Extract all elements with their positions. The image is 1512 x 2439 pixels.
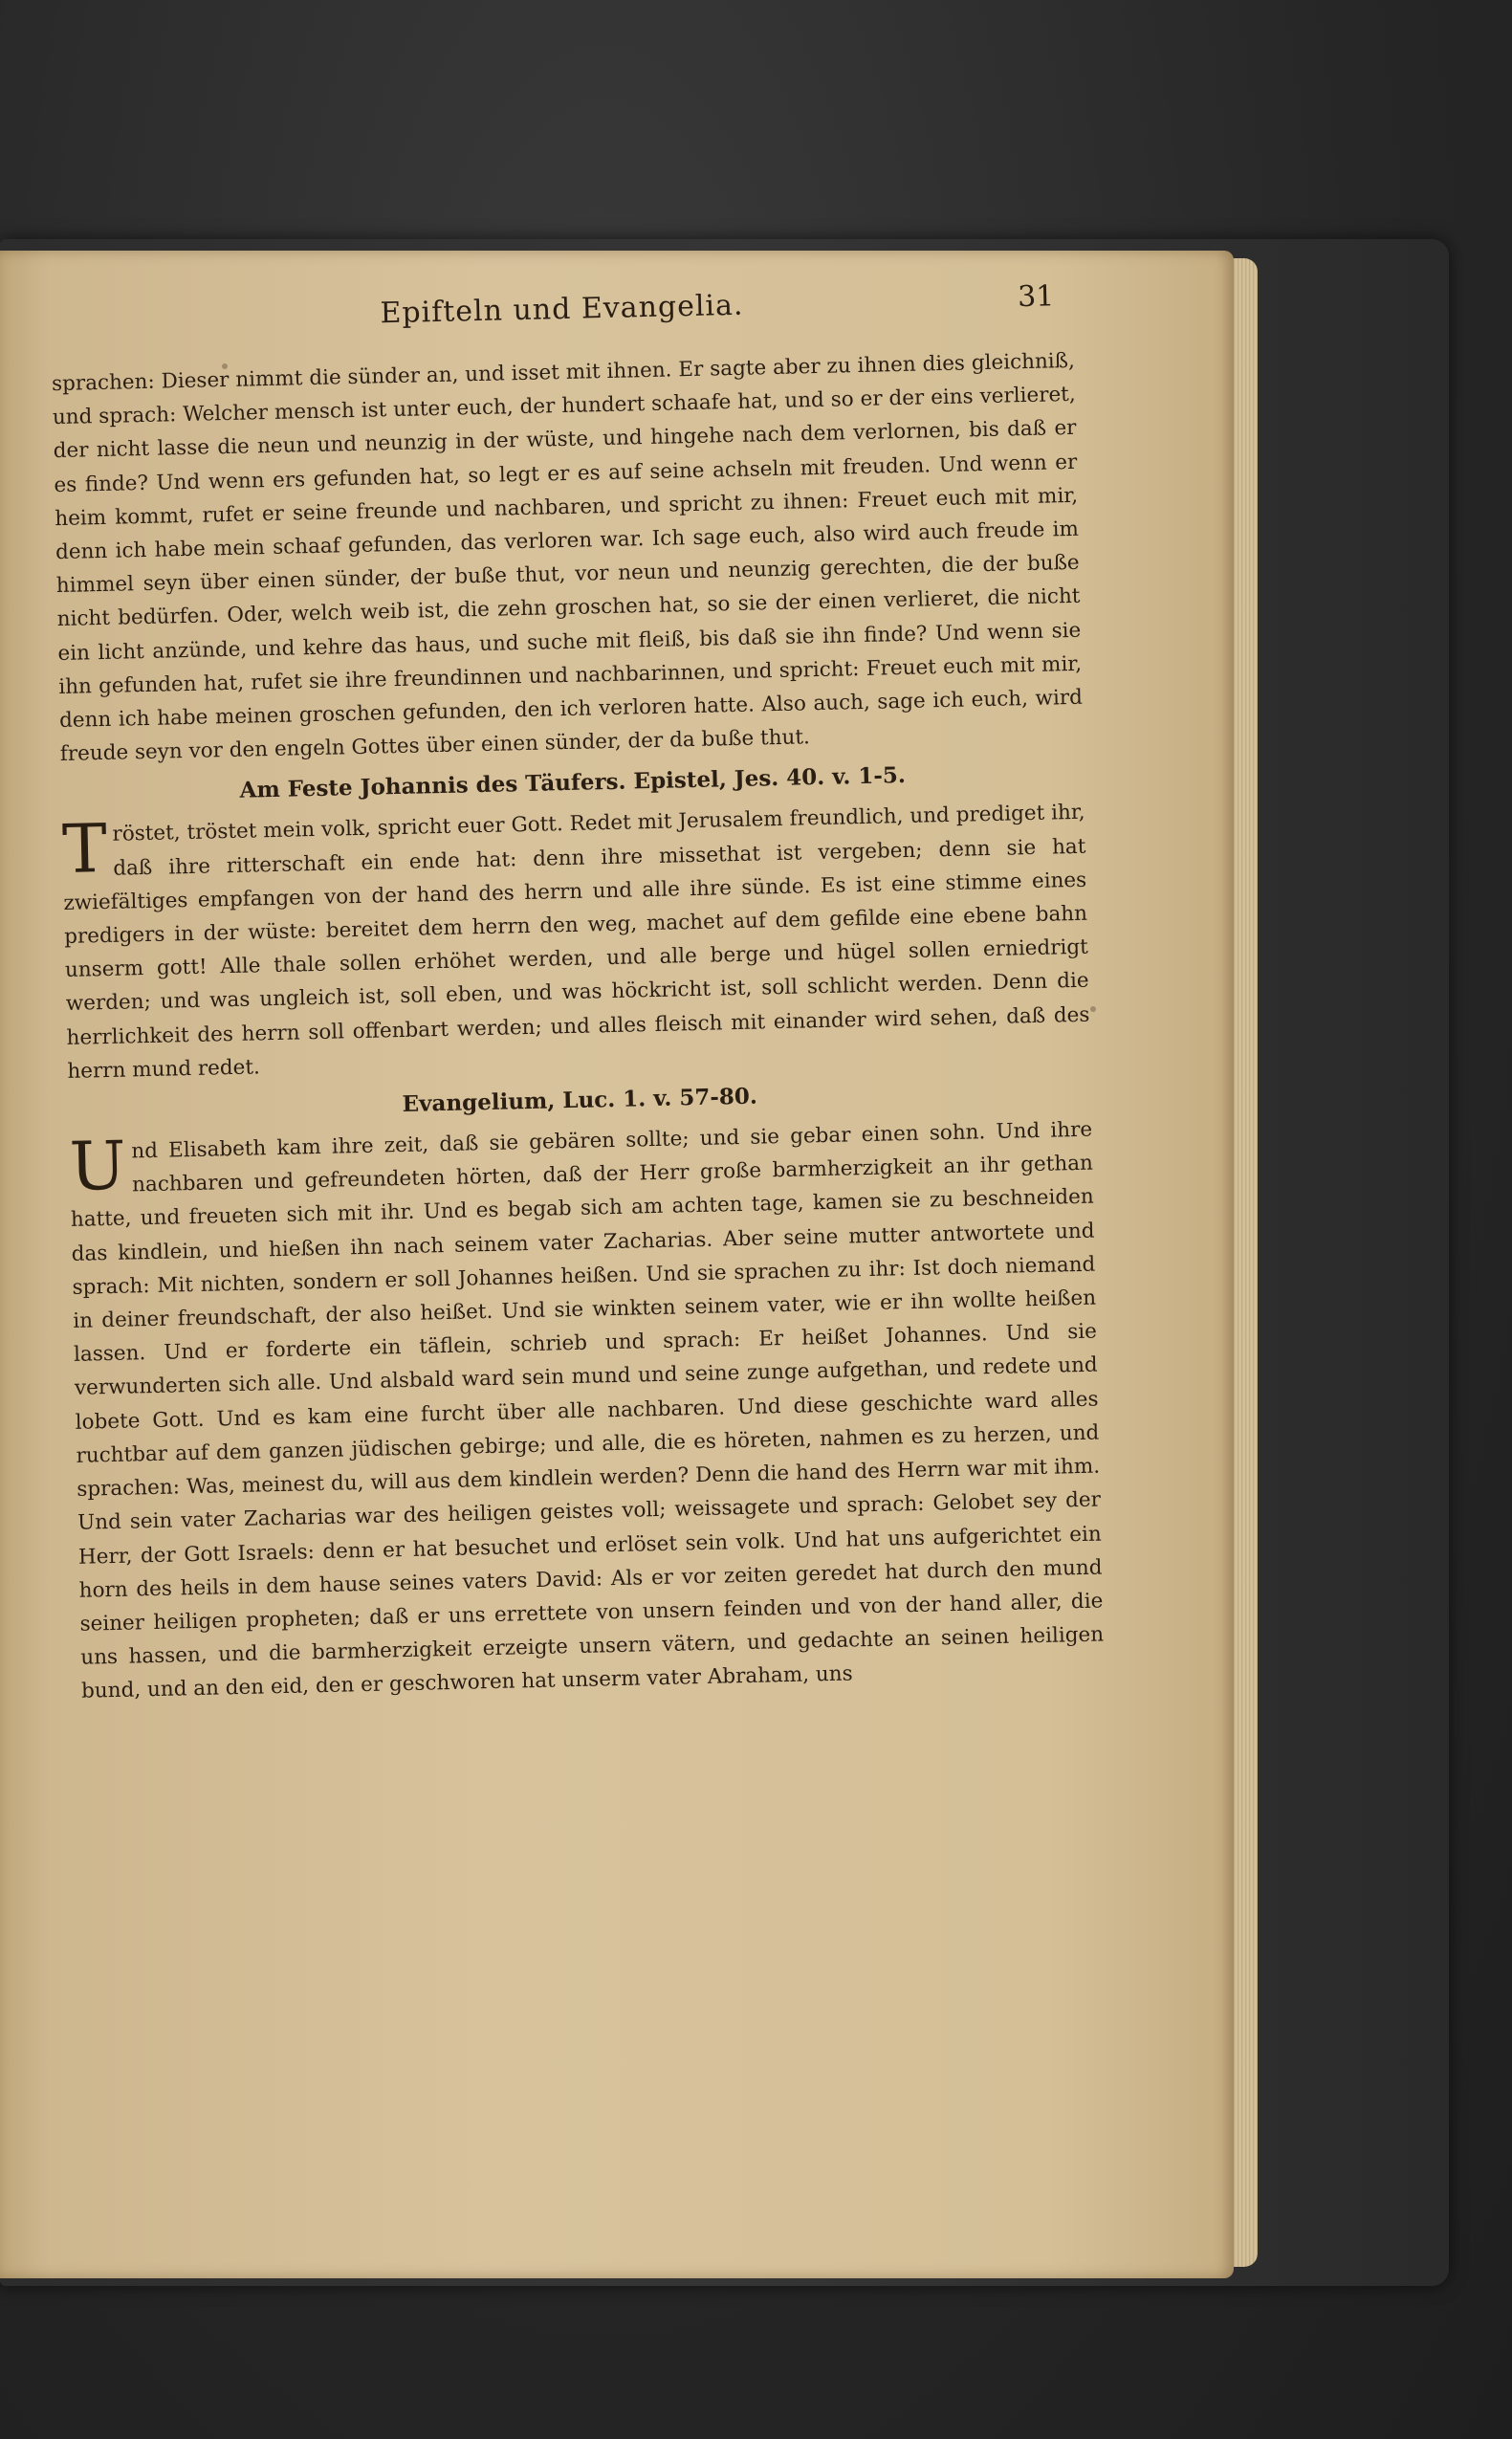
page-number: 31 (1017, 279, 1055, 315)
book-page (0, 251, 1234, 2278)
paragraph-gospel-continuation: sprachen: Dieser nimmt die sünder an, und isset mit ihnen. Er sagte aber zu ihnen dies gleichniß, und sprach: Welcher mensch ist unter euch, der hundert schaafe hat, und so er der eins verlieret, der nicht lasse die neun und neunzig in der wüste, und hingehe nach dem verlornen, bis daß er es finde? Und wenn ers gefunden hat, so legt er es auf seine achseln mit freuden. Und wenn er heim kommt, rufet er seine freunde und nachbaren, und spricht zu ihnen: Freuet euch mit mir, denn ich habe mein schaaf gefunden, das verloren war. Ich sage euch, also wird auch freude im himmel seyn über einen sünder, der buße thut, vor neun und neunzig gerechten, die der buße nicht bedürfen. Oder, welch weib ist, die zehn groschen hat, so sie der einen verlieret, die nicht ein licht anzünde, und kehre das haus, und suche mit fleiß, bis daß sie ihn finde? Und wenn sie ihn gefunden hat, rufet sie ihre freundinnen und nachbarinnen, und spricht: Freuet euch mit mir, denn ich habe meinen groschen gefunden, den ich verloren hatte. Also auch, sage ich euch, wird freude seyn vor den engeln Gottes über einen sünder, der da buße thut. (51, 348, 1084, 767)
section-heading-gospel: Evangelium, Luc. 1. v. 57-80. (402, 1083, 758, 1118)
text-block (50, 277, 1117, 2252)
section-heading-epistle: Am Feste Johannis des Täufers. Epistel, Jes. 40. v. 1-5. (239, 762, 907, 804)
paragraph-gospel-text: nd Elisabeth kam ihre zeit, daß sie gebären sollte; und sie gebar einen sohn. Und ihre nachbaren und gefreundeten hörten, daß der Herr große barmherzigkeit an ihr gethan hatte, und freueten sich mit ihr. Und es begab sich am achten tage, kamen sie zu beschneiden das kindlein, und hießen ihn nach seinem vater Zacharias. Aber seine mutter antwortete und sprach: Mit nichten, sondern er soll Johannes heißen. Und sie sprachen zu ihr: Ist doch niemand in deiner freundschaft, der also heißet. Und sie winkten seinem vater, wie er ihn wollte heißen lassen. Und er forderte ein täflein, schrieb und sprach: Er heißet Johannes. Und sie verwunderten sich alle. Und alsbald ward sein mund und seine zunge aufgethan, und redete und lobete Gott. Und es kam eine furcht über alle nachbaren. Und diese geschichte ward alles ruchtbar auf dem ganzen jüdischen gebirge; und alle, die es höreten, nahmen es zu herzen, und sprachen: Was, meinest du, will aus dem kindlein werden? Denn die hand des Herrn war mit ihm. Und sein vater Zacharias war des heiligen geistes voll; weissagete und sprach: Gelobet sey der Herr, der Gott Israels: denn er hat besuchet und erlöset sein volk. Und hat uns aufgerichtet ein horn des heils in dem hause seines vaters David: Als er vor zeiten geredet hat durch den mund seiner heiligen propheten; daß er uns errettete von unsern feinden und von der hand aller, die uns hassen, und die barmherzigkeit erzeigte unsern vätern, und gedachte an seinen heiligen bund, und an den eid, den er geschworen hat unserm vater Abraham, uns (70, 1117, 1105, 1704)
ink-spot (1090, 1006, 1096, 1012)
running-title: Epifteln und Evangelia. (380, 288, 744, 331)
paragraph-epistle (61, 796, 1090, 1088)
paragraph-epistle-text: röstet, tröstet mein volk, spricht euer Gott. Redet mit Jerusalem freundlich, und prediget ihr, daß ihre ritterschaft ein ende hat: denn ihre missethat ist vergeben; denn sie hat zwiefältiges empfangen von der hand des herrn und alle ihre sünde. Es ist eine stimme eines predigers in der wüste: bereitet dem herrn den weg, machet auf dem gefilde eine ebene bahn unserm gott! Alle thale sollen erhöhet werden, und alle berge und hügel sollen erniedrigt werden; und was ungleich ist, soll eben, und was höckricht ist, soll schlicht werden. Denn die herrlichkeit des herrn soll offenbart werden; und alles fleisch mit einander wird sehen, daß des herrn mund redet. (63, 801, 1090, 1084)
drop-cap: T (61, 809, 108, 890)
paragraph-gospel (69, 1113, 1105, 1709)
drop-cap: U (68, 1126, 127, 1206)
